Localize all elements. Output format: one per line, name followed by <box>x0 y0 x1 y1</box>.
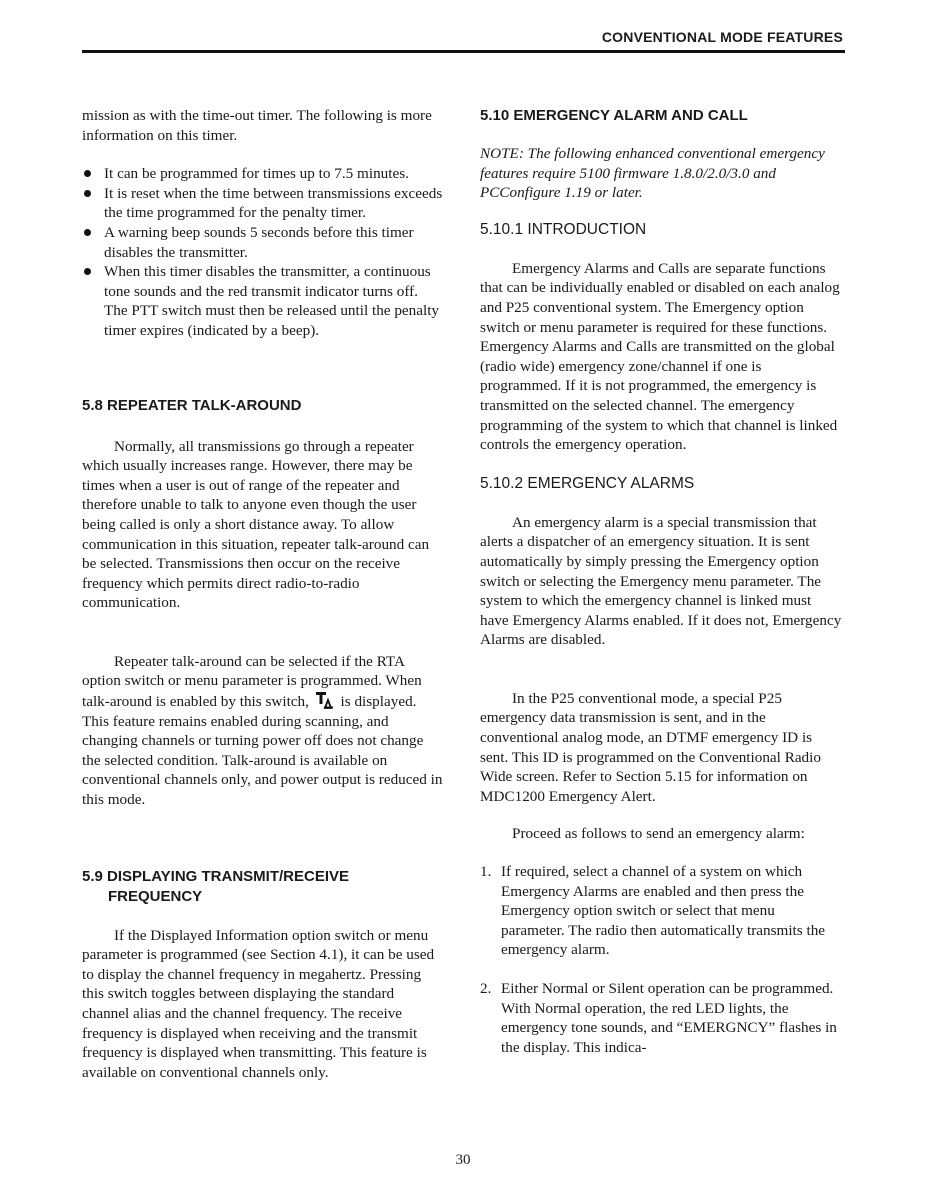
paragraph: An emergency alarm is a special transmission that alerts a dispatcher of an emergency situation. It is sent automatically by simply pressing the Emergency option switch or selecting the Emergency menu parameter. The system to which the emergency channel is linked must have Emergency Alarms enabled. If it does not, Emergency Alarms are disabled. <box>480 513 842 649</box>
bullet-item: It is reset when the time between transmissions exceeds the time programmed for the penalty timer. <box>82 184 444 223</box>
continued-paragraph: mission as with the time-out timer. The following is more information on this timer. <box>82 107 432 144</box>
paragraph-talk-around: Repeater talk-around can be selected if the RTA option switch or menu parameter is programmed. When talk-around is enabled by this switch, is displayed. This feature remains enabled during scanning, and changing channels or turning power off does not change the selected condition. Talk-around is available on conventional channels only, and power output is reduced in this mode. <box>82 652 443 809</box>
left-column <box>82 106 444 1082</box>
section-heading-5-10-1: 5.10.1 INTRODUCTION <box>480 220 647 238</box>
bullet-item: A warning beep sounds 5 seconds before this timer disables the transmitter. <box>82 223 444 262</box>
section-heading-5-9: 5.9 DISPLAYING TRANSMIT/RECEIVE FREQUENCY <box>82 867 349 905</box>
section-heading-5-8: 5.8 REPEATER TALK-AROUND <box>82 396 302 414</box>
bullet-icon <box>84 229 91 236</box>
bullet-icon <box>84 268 91 275</box>
paragraph: Emergency Alarms and Calls are separate functions that can be individually enabled or disabled on each analog and P25 conventional system. The Emergency option switch or menu parameter is required for these functions. Emergency Alarms and Calls are transmitted on the global (radio wide) emergency zone/channel if one is programmed. If it is not programmed, the emergency is transmitted on the selected channel. The emergency programming of the system to which that channel is linked controls the emergency operation. <box>480 259 840 454</box>
section-heading-5-10-2: 5.10.2 EMERGENCY ALARMS <box>480 474 695 492</box>
paragraph: Proceed as follows to send an emergency alarm: <box>512 825 805 843</box>
section-heading-5-10: 5.10 EMERGENCY ALARM AND CALL <box>480 107 748 124</box>
paragraph: If the Displayed Information option switch or menu parameter is programmed (see Section 4.1), it can be used to display the channel frequency in megahertz. Pressing this switch toggles between displaying the standard channel alias and the channel frequency. The receive frequency is displayed when receiving and the transmit frequency is displayed when transmitting. This feature is available on conventional channels only. <box>82 926 435 1081</box>
bullet-icon <box>84 190 91 197</box>
note-paragraph: NOTE: The following enhanced conventional emergency features require 5100 firmware 1.8.0/2.0/3.0 and PCConfigure 1.19 or later. <box>480 145 825 202</box>
talk-around-icon <box>315 691 335 709</box>
right-column <box>480 106 842 1057</box>
page-number: 30 <box>455 1152 471 1168</box>
penalty-timer-bullet-list <box>82 164 444 340</box>
bullet-icon <box>84 170 91 177</box>
list-item: 2. Either Normal or Silent operation can be programmed. With Normal operation, the red LED lights, the emergency tone sounds, and “EMERGNCY” flashes in the display. This indica- <box>480 980 837 1056</box>
header-title: CONVENTIONAL MODE FEATURES <box>601 29 843 45</box>
page-header <box>82 28 845 53</box>
list-item: 1. If required, select a channel of a system on which Emergency Alarms are enabled and then press the Emergency option switch or select that menu parameter. The radio then automatically transmits the emergency alarm. <box>480 863 826 959</box>
bullet-item: It can be programmed for times up to 7.5 minutes. <box>82 164 444 184</box>
emergency-alarm-steps <box>480 862 842 1057</box>
bullet-item: When this timer disables the transmitter, a continuous tone sounds and the red transmit indicator turns off. The PTT switch must then be released until the penalty timer expires (indicated by a beep). <box>82 262 444 340</box>
paragraph: Normally, all transmissions go through a repeater which usually increases range. However, there may be times when a user is out of range of the repeater and therefore unable to talk to anyone even though the user being called is only a short distance away. To allow communication in this situation, repeater talk-around can be selected. Transmissions then occur on the receive frequency which permits direct radio-to-radio communication. <box>82 437 430 612</box>
paragraph: In the P25 conventional mode, a special P25 emergency data transmission is sent, and in the conventional analog mode, an DTMF emergency ID is sent. This ID is programmed on the Conventional Radio Wide screen. Refer to Section 5.15 for information on MDC1200 Emergency Alert. <box>480 689 821 805</box>
